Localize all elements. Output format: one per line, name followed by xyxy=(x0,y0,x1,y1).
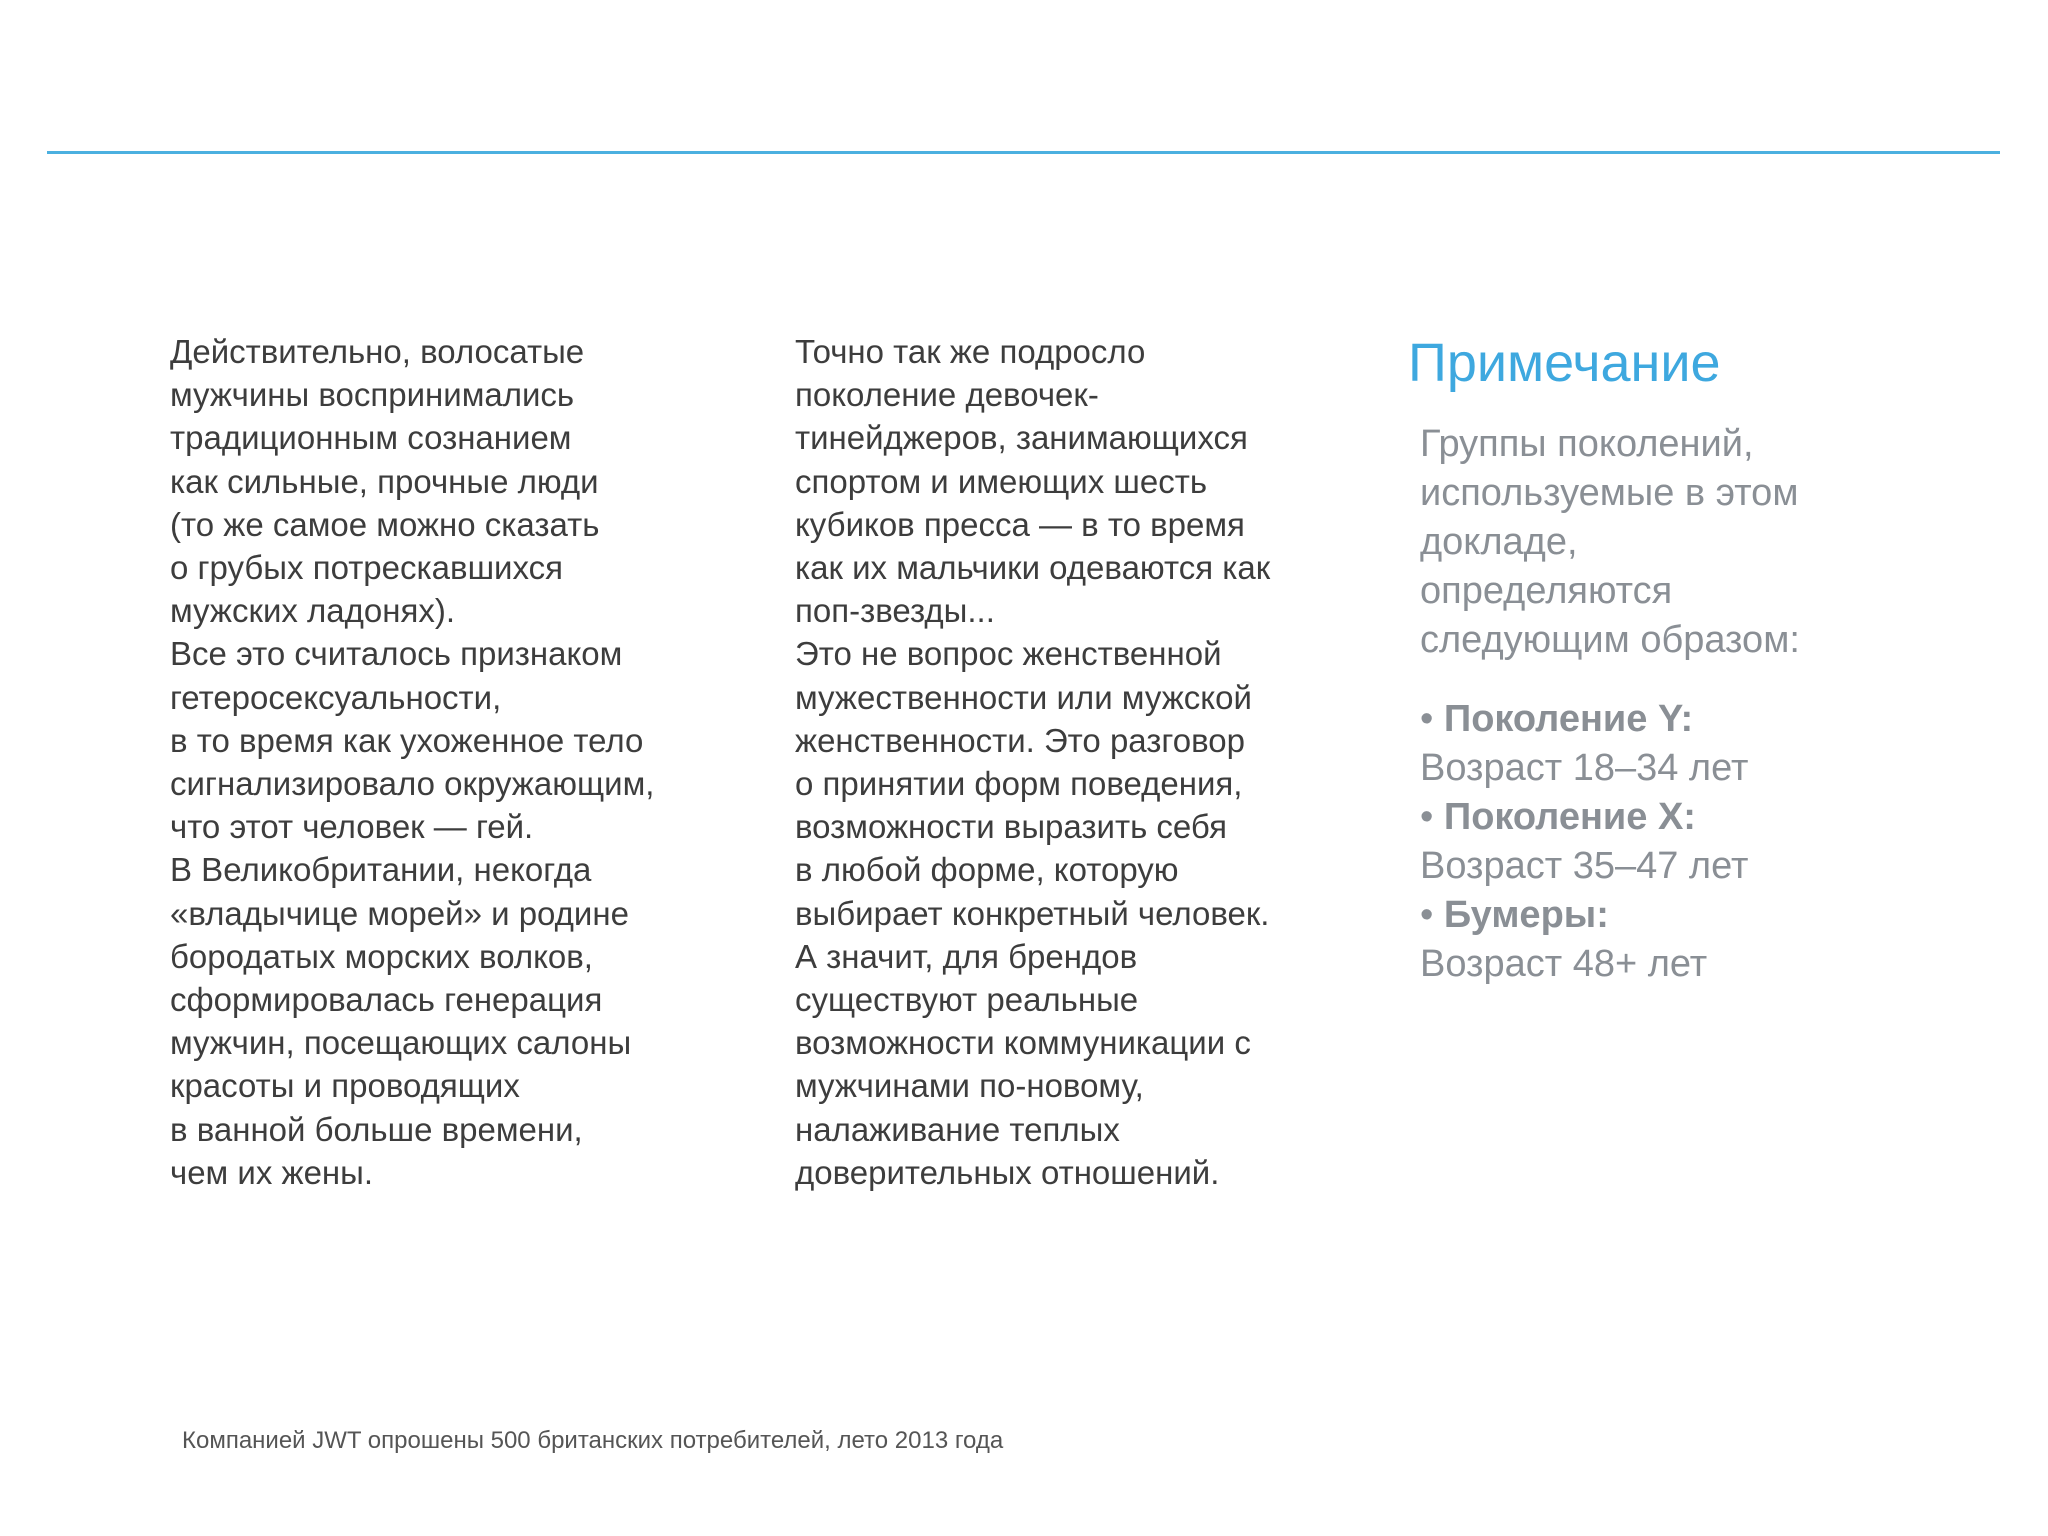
note-title: Примечание xyxy=(1408,333,1721,393)
generation-name: Бумеры: xyxy=(1443,894,1609,936)
bullet: • xyxy=(1420,894,1434,936)
middle-paragraph-2: Это не вопрос женственной мужественности или мужской женственности. Это разговор о принятии форм поведения, возможности выразить себя в любой форме, которую выбирает конкретный человек. xyxy=(795,635,1270,932)
generation-name: Поколение Y: xyxy=(1443,698,1694,740)
generation-item-x xyxy=(1420,793,1928,891)
middle-paragraph-3: А значит, для брендов существуют реальные возможности коммуникации с мужчинами по-новому, налаживание теплых доверительных отношений. xyxy=(795,937,1251,1191)
left-paragraph-1: Действительно, волосатые мужчины воспринимались традиционным сознанием как сильные, прочные люди (то же самое можно сказать о грубых потрескавшихся мужских ладонях). xyxy=(170,333,600,630)
generation-item-y xyxy=(1420,695,1928,793)
top-divider xyxy=(47,151,2000,154)
generation-list xyxy=(1420,695,1928,989)
generation-age: Возраст 48+ лет xyxy=(1420,943,1708,985)
generation-age: Возраст 35–47 лет xyxy=(1420,845,1749,887)
bullet: • xyxy=(1420,796,1434,838)
generation-age: Возраст 18–34 лет xyxy=(1420,747,1749,789)
generation-item-boomers xyxy=(1420,891,1928,989)
note-panel xyxy=(1408,328,1928,989)
left-paragraph-3: В Великобритании, некогда «владычице морей» и родине бородатых морских волков, сформировалась генерация мужчин, посещающих салоны красоты и проводящих в ванной больше времени, чем их жены. xyxy=(170,851,632,1191)
left-text-column xyxy=(170,330,730,1194)
generation-name: Поколение X: xyxy=(1443,796,1696,838)
middle-paragraph-1: Точно так же подросло поколение девочек- тинейджеров, занимающихся спортом и имеющих шесть кубиков пресса — в то время как их мальчики одеваются как поп-звезды... xyxy=(795,333,1271,630)
middle-text-column xyxy=(795,330,1355,1194)
left-paragraph-2: Все это считалось признаком гетеросексуальности, в то время как ухоженное тело сигнализировало окружающим, что этот человек — гей. xyxy=(170,635,655,846)
note-intro: Группы поколений, используемые в этом докладе, определяются следующим образом: xyxy=(1420,423,1800,661)
bullet: • xyxy=(1420,698,1434,740)
footnote: Компанией JWT опрошены 500 британских потребителей, лето 2013 года xyxy=(182,1427,1004,1454)
